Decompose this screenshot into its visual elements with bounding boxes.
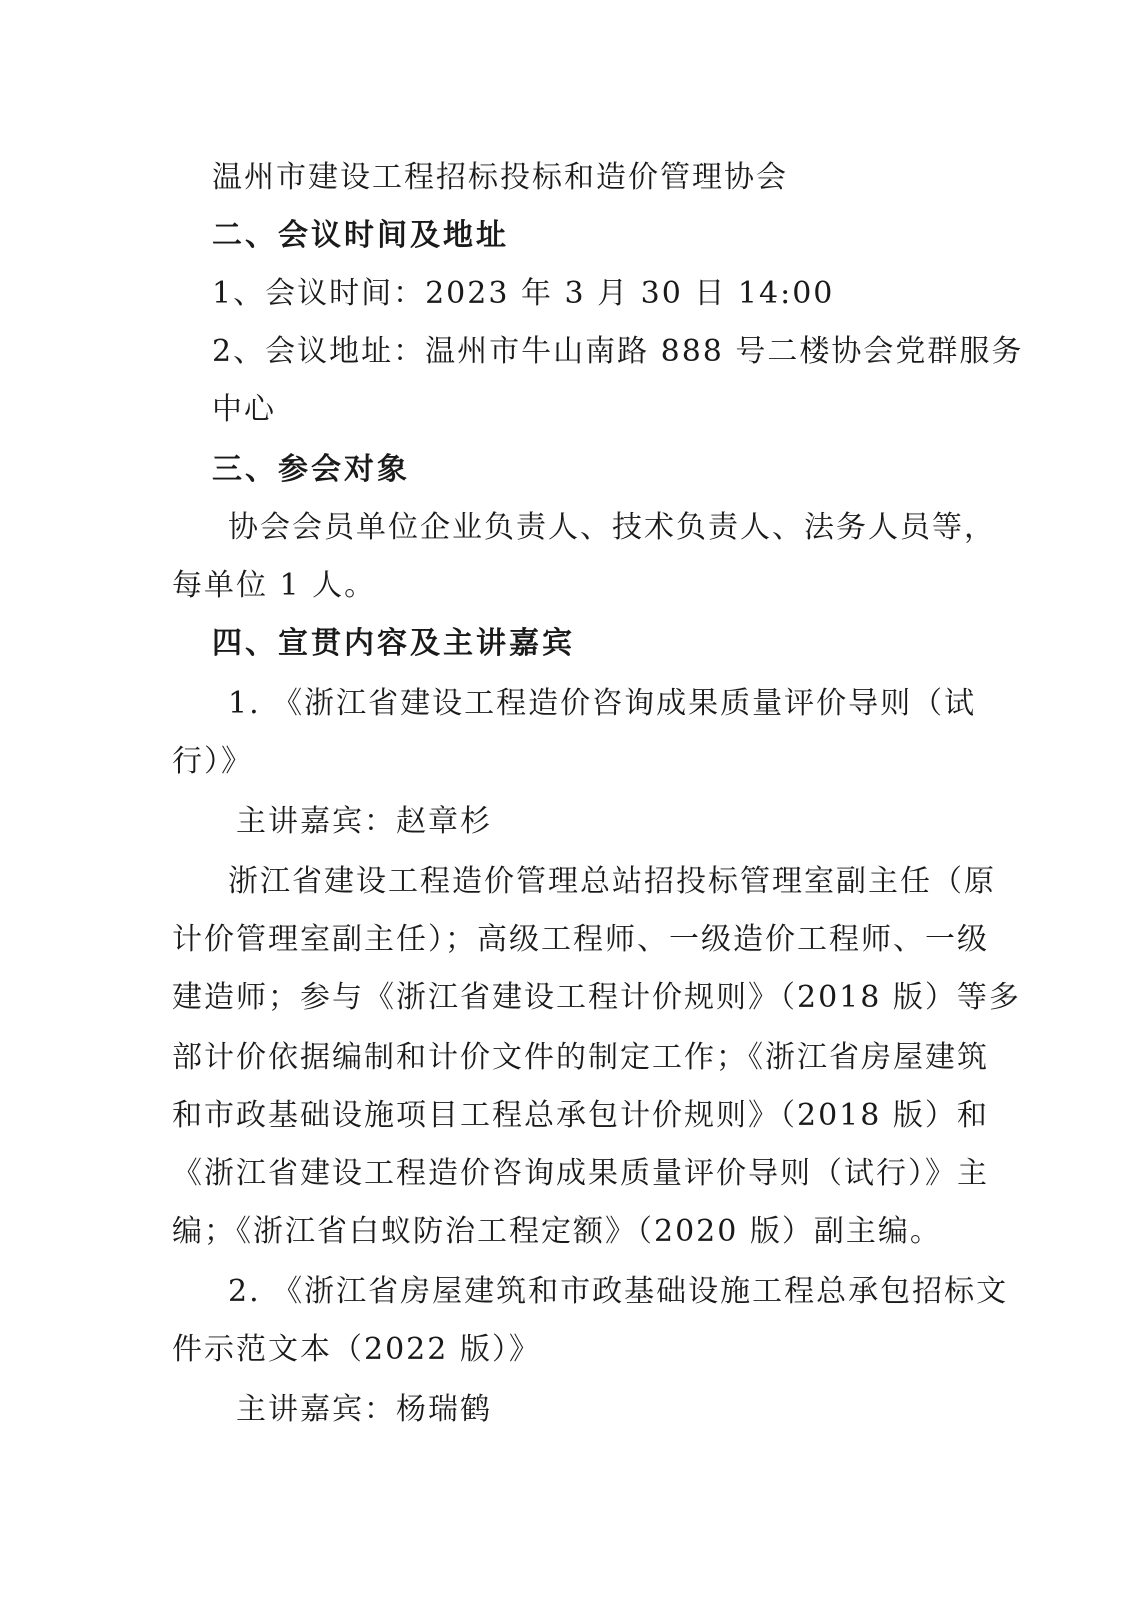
speaker-1-bio-line-7: 编；《浙江省白蚁防治工程定额》（2020 版）副主编。	[172, 1214, 942, 1249]
item-2-title-line-1: 2. 《浙江省房屋建筑和市政基础设施工程总承包招标文	[228, 1274, 1009, 1309]
item-1-title-line-2: 行）》	[172, 744, 253, 779]
speaker-1: 主讲嘉宾：赵章杉	[236, 804, 492, 839]
meeting-address-line-2: 中心	[212, 392, 276, 427]
section-heading-attendees: 三、参会对象	[212, 452, 410, 487]
speaker-2: 主讲嘉宾：杨瑞鹤	[236, 1392, 492, 1427]
attendees-line-1: 协会会员单位企业负责人、技术负责人、法务人员等，	[228, 510, 996, 545]
speaker-1-bio-line-3: 建造师；参与《浙江省建设工程计价规则》（2018 版）等多	[172, 980, 1021, 1015]
speaker-1-bio-line-5: 和市政基础设施项目工程总承包计价规则》（2018 版）和	[172, 1098, 989, 1133]
speaker-1-bio-line-2: 计价管理室副主任）；高级工程师、一级造价工程师、一级	[172, 922, 989, 957]
speaker-1-bio-line-1: 浙江省建设工程造价管理总站招投标管理室副主任（原	[228, 864, 996, 899]
meeting-time: 1、会议时间：2023 年 3 月 30 日 14:00	[212, 276, 835, 311]
meeting-address-line-1: 2、会议地址：温州市牛山南路 888 号二楼协会党群服务	[212, 334, 1024, 369]
item-1-title-line-1: 1. 《浙江省建设工程造价咨询成果质量评价导则（试	[228, 686, 977, 721]
speaker-1-bio-line-4: 部计价依据编制和计价文件的制定工作；《浙江省房屋建筑	[172, 1040, 989, 1075]
organization-name: 温州市建设工程招标投标和造价管理协会	[212, 160, 788, 195]
speaker-1-bio-line-6: 《浙江省建设工程造价咨询成果质量评价导则（试行）》主	[172, 1156, 989, 1191]
section-heading-content-speakers: 四、宣贯内容及主讲嘉宾	[212, 626, 575, 661]
attendees-line-2: 每单位 1 人。	[172, 568, 377, 603]
item-2-title-line-2: 件示范文本（2022 版）》	[172, 1332, 541, 1367]
section-heading-time-address: 二、会议时间及地址	[212, 218, 509, 253]
